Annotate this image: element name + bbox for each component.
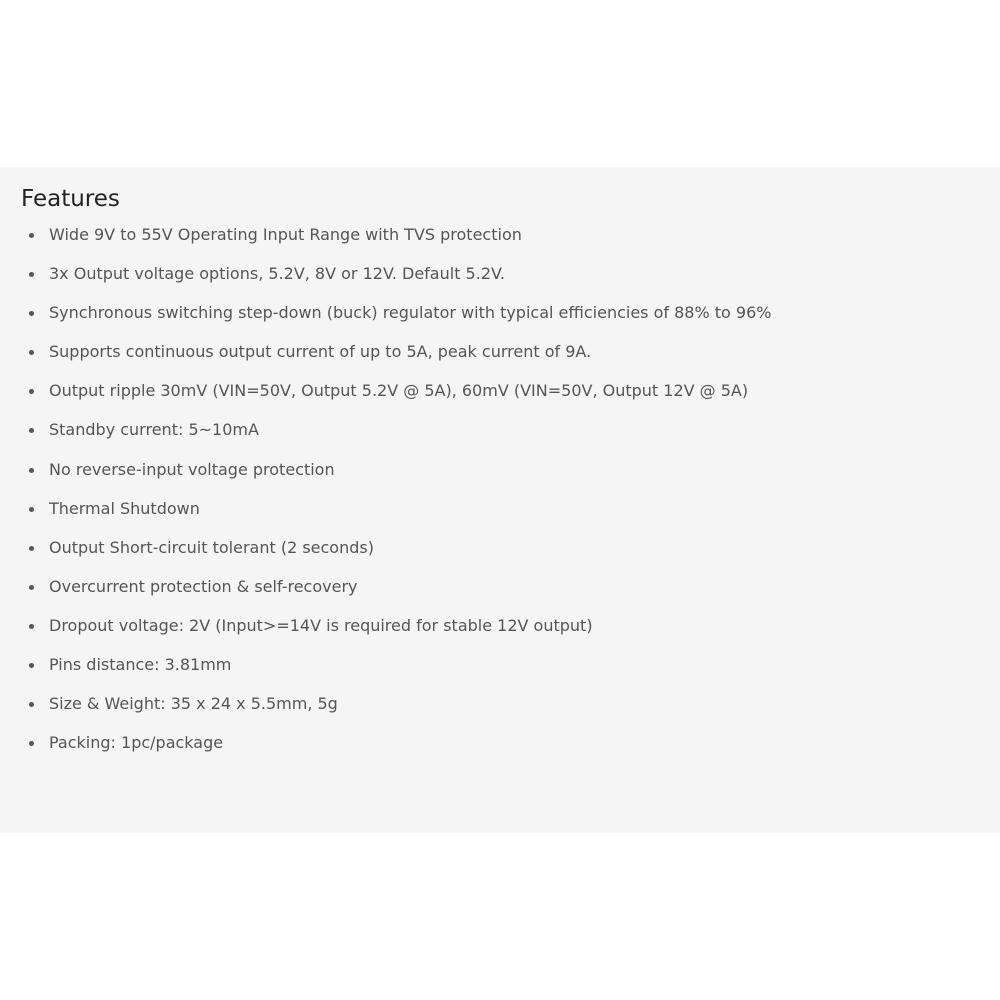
bullet-icon — [29, 428, 34, 433]
feature-text: Pins distance: 3.81mm — [49, 655, 232, 675]
bullet-icon — [29, 468, 34, 473]
bullet-icon — [29, 546, 34, 551]
feature-item — [21, 653, 1000, 692]
feature-item — [21, 614, 1000, 653]
feature-item — [21, 536, 1000, 575]
bullet-icon — [29, 272, 34, 277]
features-list — [21, 223, 1000, 770]
bullet-icon — [29, 350, 34, 355]
feature-item — [21, 692, 1000, 731]
feature-text: Dropout voltage: 2V (Input>=14V is required for stable 12V output) — [49, 615, 593, 635]
features-panel — [0, 167, 1000, 833]
bullet-icon — [29, 663, 34, 668]
bullet-icon — [29, 233, 34, 238]
bullet-icon — [29, 624, 34, 629]
feature-item — [21, 418, 1000, 457]
features-heading: Features — [21, 186, 120, 212]
feature-item — [21, 575, 1000, 614]
bullet-icon — [29, 585, 34, 590]
bullet-icon — [29, 741, 34, 746]
feature-item — [21, 731, 1000, 770]
feature-item — [21, 458, 1000, 497]
feature-text: No reverse-input voltage protection — [49, 459, 335, 479]
feature-item — [21, 301, 1000, 340]
bullet-icon — [29, 311, 34, 316]
feature-item — [21, 262, 1000, 301]
feature-item — [21, 340, 1000, 379]
bullet-icon — [29, 507, 34, 512]
feature-text: Wide 9V to 55V Operating Input Range with TVS protection — [49, 225, 522, 244]
bullet-icon — [29, 702, 34, 707]
feature-text: Standby current: 5~10mA — [49, 420, 259, 440]
feature-text: Supports continuous output current of up to 5A, peak current of 9A. — [49, 342, 592, 362]
feature-item — [21, 223, 1000, 262]
bullet-icon — [29, 389, 34, 394]
feature-text: Thermal Shutdown — [49, 498, 200, 518]
feature-item — [21, 379, 1000, 418]
feature-text: Synchronous switching step-down (buck) regulator with typical efficiencies of 88% to 96% — [49, 303, 772, 323]
feature-item — [21, 497, 1000, 536]
feature-text: Output ripple 30mV (VIN=50V, Output 5.2V @ 5A), 60mV (VIN=50V, Output 12V @ 5A) — [49, 381, 749, 401]
feature-text: 3x Output voltage options, 5.2V, 8V or 12V. Default 5.2V. — [49, 264, 505, 284]
feature-text: Output Short-circuit tolerant (2 seconds) — [49, 537, 374, 557]
feature-text: Overcurrent protection & self-recovery — [49, 576, 358, 596]
feature-text: Packing: 1pc/package — [49, 733, 224, 753]
feature-text: Size & Weight: 35 x 24 x 5.5mm, 5g — [49, 694, 338, 714]
